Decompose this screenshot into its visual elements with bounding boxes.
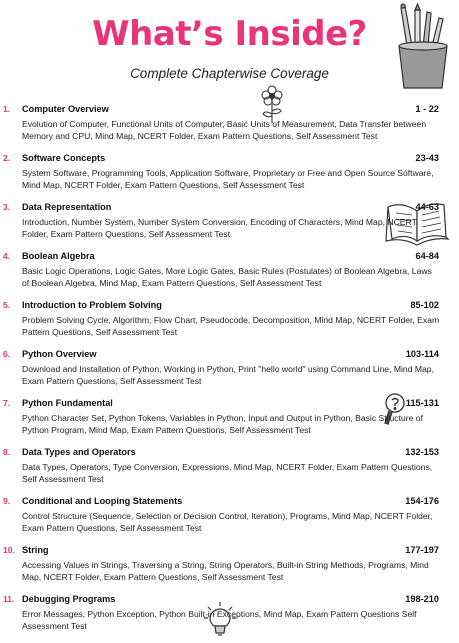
table-of-contents: [0, 104, 459, 643]
chapter-topics: Data Types, Operators, Type Conversion, Expressions, Mind Map, NCERT Folder, Exam Pattern Questions, Self Assessment Test: [22, 462, 433, 484]
chapter-title: Computer Overview: [22, 104, 109, 114]
chapter-number: 6.: [3, 349, 11, 359]
chapter-entry: [0, 202, 459, 251]
chapter-topics: Basic Logic Operations, Logic Gates, More Logic Gates, Basic Rules (Postulates) of Boolean Algebra, Laws of Boolean Algebra, Mind Map, Exam Pattern Questions, Self Assessment Test: [22, 266, 432, 288]
chapter-topics: Accessing Values in Strings, Traversing a String, String Operators, Built-in String Methods, Programs, Mind Map, NCERT Folder, Exam Pattern Questions, Self Assessment Test: [22, 560, 429, 582]
chapter-number: 3.: [3, 202, 11, 212]
chapter-number: 9.: [3, 496, 11, 506]
chapter-title: Introduction to Problem Solving: [22, 300, 162, 310]
chapter-topics: System Software, Programming Tools, Application Software, Proprietary or Free and Open Source Software, Mind Map, NCERT Folder, Exam Pattern Questions, Self Assessment Test: [22, 168, 434, 190]
chapter-header: [22, 153, 439, 163]
chapter-pages: 132-153: [405, 447, 439, 457]
chapter-header: [22, 104, 439, 114]
chapter-entry: [0, 594, 459, 643]
chapter-entry: [0, 251, 459, 300]
chapter-pages: 44-63: [415, 202, 439, 212]
chapter-header: [22, 594, 439, 604]
chapter-header: [22, 496, 439, 506]
chapter-entry: [0, 496, 459, 545]
chapter-header: [22, 251, 439, 261]
chapter-number: 10.: [3, 545, 15, 555]
chapter-number: 8.: [3, 447, 11, 457]
chapter-header: [22, 447, 439, 457]
chapter-pages: 115-131: [405, 398, 439, 408]
chapter-title: Python Fundamental: [22, 398, 113, 408]
chapter-title: Software Concepts: [22, 153, 106, 163]
chapter-title: Conditional and Looping Statements: [22, 496, 183, 506]
pencil-cup-icon: [393, 2, 453, 92]
page-title: What’s Inside?: [92, 14, 367, 54]
chapter-header: [22, 300, 439, 310]
chapter-entry: [0, 349, 459, 398]
chapter-number: 7.: [3, 398, 11, 408]
chapter-pages: 177-197: [405, 545, 439, 555]
chapter-header: [22, 545, 439, 555]
chapter-entry: [0, 300, 459, 349]
chapter-pages: 23-43: [415, 153, 439, 163]
chapter-pages: 154-176: [405, 496, 439, 506]
page-subtitle: Complete Chapterwise Coverage: [130, 66, 329, 81]
chapter-topics: Introduction, Number System, Number System Conversion, Encoding of Characters, Mind Map, NCERT Folder, Exam Pattern Questions, Self Assessment Test: [22, 217, 417, 239]
chapter-pages: 103-114: [405, 349, 439, 359]
chapter-header: [22, 202, 439, 212]
chapter-entry: [0, 545, 459, 594]
chapter-entry: [0, 447, 459, 496]
chapter-number: 5.: [3, 300, 11, 310]
chapter-pages: 198-210: [405, 594, 439, 604]
chapter-topics: Evolution of Computer, Functional Units of Computer, Basic Units of Measurement, Data Transfer between Memory and CPU, Mind Map, NCERT Folder, Exam Pattern Questions, Self Assessment Test: [22, 119, 427, 141]
chapter-topics: Download and Installation of Python, Working in Python, Print "hello world" using Command Line, Mind Map, Exam Pattern Questions, Self Assessment Test: [22, 364, 434, 386]
chapter-number: 11.: [3, 594, 15, 604]
chapter-entry: [0, 153, 459, 202]
chapter-title: Data Representation: [22, 202, 112, 212]
chapter-topics: Control Structure (Sequence, Selection or Decision Control, Iteration), Programs, Mind Map, NCERT Folder, Exam Pattern Questions, Self Assessment Test: [22, 511, 433, 533]
chapter-topics: Error Messages, Python Exception, Python Built-in Exceptions, Mind Map, Exam Pattern Questions Self Assessment Test: [22, 609, 417, 631]
chapter-entry: [0, 398, 459, 447]
chapter-topics: Problem Solving Cycle, Algorithm, Flow Chart, Pseudocode, Decomposition, Mind Map, NCERT Folder, Exam Pattern Questions, Self Assessment Test: [22, 315, 440, 337]
chapter-number: 4.: [3, 251, 11, 261]
chapter-pages: 1 - 22: [415, 104, 439, 114]
chapter-title: Python Overview: [22, 349, 97, 359]
chapter-title: Boolean Algebra: [22, 251, 95, 261]
chapter-number: 1.: [3, 104, 11, 114]
chapter-header: [22, 398, 439, 408]
chapter-title: String: [22, 545, 49, 555]
chapter-entry: [0, 104, 459, 153]
chapter-pages: 85-102: [410, 300, 439, 310]
chapter-title: Debugging Programs: [22, 594, 116, 604]
chapter-title: Data Types and Operators: [22, 447, 136, 457]
chapter-pages: 64-84: [415, 251, 439, 261]
chapter-header: [22, 349, 439, 359]
chapter-number: 2.: [3, 153, 11, 163]
chapter-topics: Python Character Set, Python Tokens, Variables in Python, Input and Output in Python, Basic Structure of Python Program, Mind Map, Exam Pattern Questions, Self Assessment Test: [22, 413, 423, 435]
